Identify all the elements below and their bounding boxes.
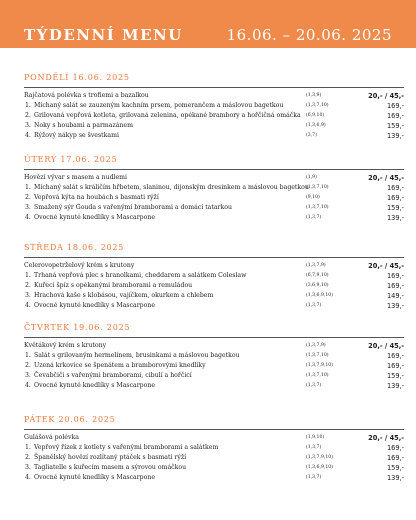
soup-allergens: (1,9,10): [306, 435, 325, 440]
item-number: 4.: [25, 302, 31, 309]
item-price: 159,-: [386, 122, 404, 130]
menu-item: [24, 111, 404, 121]
item-allergens: (6,9,10): [306, 113, 325, 118]
soup-allergens: (1,3,7,9): [306, 263, 326, 268]
item-number: 1.: [25, 352, 31, 359]
item-name: Grilovaná vepřová kotleta, grilovaná zelenina, opékané brambory a hořčičná omáčka: [34, 112, 301, 119]
item-price: 169,-: [386, 362, 404, 370]
item-number: 2.: [25, 454, 31, 461]
item-name: Noky s houbami a parmazánem: [34, 122, 133, 129]
week-dates: 16.06. – 20.06. 2025: [226, 26, 392, 44]
item-allergens: (1,3,7): [306, 215, 322, 220]
item-price: 139,-: [386, 474, 404, 482]
day-title: ÚTERÝ 17.06. 2025: [24, 155, 118, 164]
item-number: 4.: [25, 132, 31, 139]
menu-item: [24, 361, 404, 371]
soup-name: Celerovopetrželový krém s krutony: [24, 262, 135, 269]
item-allergens: (1,3,6,9,10): [306, 293, 333, 298]
item-number: 4.: [25, 382, 31, 389]
day-title: PÁTEK 20.06. 2025: [24, 415, 116, 424]
item-price: 169,-: [386, 272, 404, 280]
menu-item: [24, 183, 404, 193]
menu-item: [24, 301, 404, 311]
item-name: Ovocné kynuté knedlíky s Mascarpone: [34, 302, 156, 309]
menu-item: [24, 443, 404, 453]
item-name: Tagliatelle s kuřecím masem a sýrovou omáčkou: [34, 464, 187, 471]
item-name: Kuřecí špíz s opékanými bramborami a remuládou: [34, 282, 193, 289]
soup-price: 20,- / 45,-: [368, 92, 404, 100]
item-price: 139,-: [386, 302, 404, 310]
soup-name: Květákový krém s krutony: [24, 342, 107, 349]
menu-title: TÝDENNÍ MENU: [24, 26, 183, 44]
item-number: 1.: [25, 444, 31, 451]
soup-allergens: (1,3,7,9): [306, 343, 326, 348]
day-section: [24, 322, 404, 391]
soup-row: [24, 173, 404, 183]
menu-item: [24, 453, 404, 463]
item-price: 169,-: [386, 194, 404, 202]
soup-price: 20,- / 45,-: [368, 342, 404, 350]
item-allergens: (3,6,9,10): [306, 283, 329, 288]
day-divider: [24, 257, 404, 258]
item-name: Salát s grilovaným hermelínem, brusinkami a máslovou bagetkou: [34, 352, 240, 359]
day-divider: [24, 337, 404, 338]
item-number: 4.: [25, 214, 31, 221]
menu-item: [24, 281, 404, 291]
menu-item: [24, 371, 404, 381]
item-name: Čevabčiči s vařenými bramborami, cibulí a hořčicí: [34, 372, 192, 379]
item-price: 139,-: [386, 214, 404, 222]
menu-item: [24, 351, 404, 361]
soup-row: [24, 91, 404, 101]
item-price: 169,-: [386, 352, 404, 360]
item-allergens: (1,3,6,9): [306, 123, 326, 128]
day-section: [24, 242, 404, 311]
item-number: 2.: [25, 194, 31, 201]
item-name: Vepřový řízek z kotlety s vařenými bramborami a salátkem: [34, 444, 219, 451]
soup-allergens: (1,9): [306, 175, 317, 180]
item-number: 1.: [25, 272, 31, 279]
soup-allergens: (1,3,9): [306, 93, 322, 98]
menu-item: [24, 203, 404, 213]
menu-item: [24, 131, 404, 141]
item-name: Smažený sýr Gouda s vařenými bramborami a domácí tatarkou: [34, 204, 232, 211]
menu-item: [24, 271, 404, 281]
menu-item: [24, 193, 404, 203]
item-price: 159,-: [386, 204, 404, 212]
soup-row: [24, 341, 404, 351]
item-allergens: (1,3,7,9,10): [306, 455, 333, 460]
item-number: 2.: [25, 112, 31, 119]
item-number: 3.: [25, 122, 31, 129]
item-allergens: (1,3,7,9,10): [306, 363, 333, 368]
item-price: 159,-: [386, 372, 404, 380]
menu-item: [24, 121, 404, 131]
menu-item: [24, 101, 404, 111]
header-banner: [0, 0, 416, 48]
menu-item: [24, 291, 404, 301]
item-price: 169,-: [386, 282, 404, 290]
item-price: 169,-: [386, 184, 404, 192]
item-price: 149,-: [386, 292, 404, 300]
item-allergens: (1,3,7,10): [306, 353, 329, 358]
menu-item: [24, 463, 404, 473]
item-price: 169,-: [386, 454, 404, 462]
item-allergens: (6,7,9,10): [306, 273, 329, 278]
item-name: Míchaný salát se zauzeným kachním prsem, pomerančem a máslovou bagetkou: [34, 102, 284, 109]
menu-item: [24, 213, 404, 223]
soup-row: [24, 261, 404, 271]
item-allergens: (1,3,7): [306, 303, 322, 308]
item-name: Španělský hovězí rozlítaný ptáček s basmati rýží: [34, 454, 187, 461]
item-price: 169,-: [386, 112, 404, 120]
day-title: ČTVRTEK 19.06. 2025: [24, 323, 131, 332]
item-number: 3.: [25, 292, 31, 299]
item-allergens: (3,7): [306, 133, 317, 138]
item-name: Ovocné kynuté knedlíky s Mascarpone: [34, 382, 156, 389]
item-price: 139,-: [386, 382, 404, 390]
item-allergens: (1,3,7): [306, 383, 322, 388]
item-number: 3.: [25, 372, 31, 379]
item-price: 169,-: [386, 102, 404, 110]
item-name: Rýžový nákyp se švestkami: [34, 132, 119, 139]
day-section: [24, 72, 404, 141]
item-allergens: (1,3,7,10): [306, 103, 329, 108]
soup-name: Hovězí vývar s masem a nudlemi: [24, 174, 128, 181]
day-title: STŘEDA 18.06. 2025: [24, 243, 125, 252]
item-allergens: (9,10): [306, 195, 320, 200]
day-divider: [24, 169, 404, 170]
item-price: 169,-: [386, 444, 404, 452]
soup-price: 20,- / 45,-: [368, 434, 404, 442]
item-price: 159,-: [386, 464, 404, 472]
item-price: 139,-: [386, 132, 404, 140]
item-number: 1.: [25, 184, 31, 191]
item-number: 2.: [25, 362, 31, 369]
day-title: PONDĚLÍ 16.06. 2025: [24, 73, 130, 82]
item-number: 1.: [25, 102, 31, 109]
menu-item: [24, 473, 404, 483]
item-allergens: (1,3,7,10): [306, 185, 329, 190]
item-number: 3.: [25, 464, 31, 471]
soup-name: Gulášová polévka: [24, 434, 79, 441]
item-name: Vepřová kýta na houbách s basmati rýží: [34, 194, 159, 201]
soup-price: 20,- / 45,-: [368, 262, 404, 270]
day-divider: [24, 429, 404, 430]
menu-item: [24, 381, 404, 391]
soup-row: [24, 433, 404, 443]
day-divider: [24, 87, 404, 88]
item-allergens: (1,3,7,10): [306, 205, 329, 210]
item-name: Trhaná vepřová plec s hranolkami, cheddarem a salátkem Coleslaw: [34, 272, 247, 279]
soup-name: Rajčatová polévka s trofiemi a bazalkou: [24, 92, 149, 99]
item-number: 2.: [25, 282, 31, 289]
item-name: Míchaný salát s králičím hřbetem, slaninou, dijonským dresinkem a máslovou bagetkou: [34, 184, 309, 191]
item-allergens: (1,3,7): [306, 475, 322, 480]
item-allergens: (1,3,7,10): [306, 373, 329, 378]
soup-price: 20,- / 45,-: [368, 174, 404, 182]
item-name: Ovocné kynuté knedlíky s Mascarpone: [34, 214, 156, 221]
item-name: Hrachová kaše s klobásou, vajíčkem, okurkem a chlebem: [34, 292, 214, 299]
day-section: [24, 414, 404, 483]
day-section: [24, 154, 404, 223]
item-number: 4.: [25, 474, 31, 481]
item-name: Ovocné kynuté knedlíky s Mascarpone: [34, 474, 156, 481]
item-number: 3.: [25, 204, 31, 211]
item-allergens: (1,3,7): [306, 445, 322, 450]
item-allergens: (1,3,6,9,10): [306, 465, 333, 470]
item-name: Uzená krkovice se špenátem a bramborovými knedlíky: [34, 362, 206, 369]
